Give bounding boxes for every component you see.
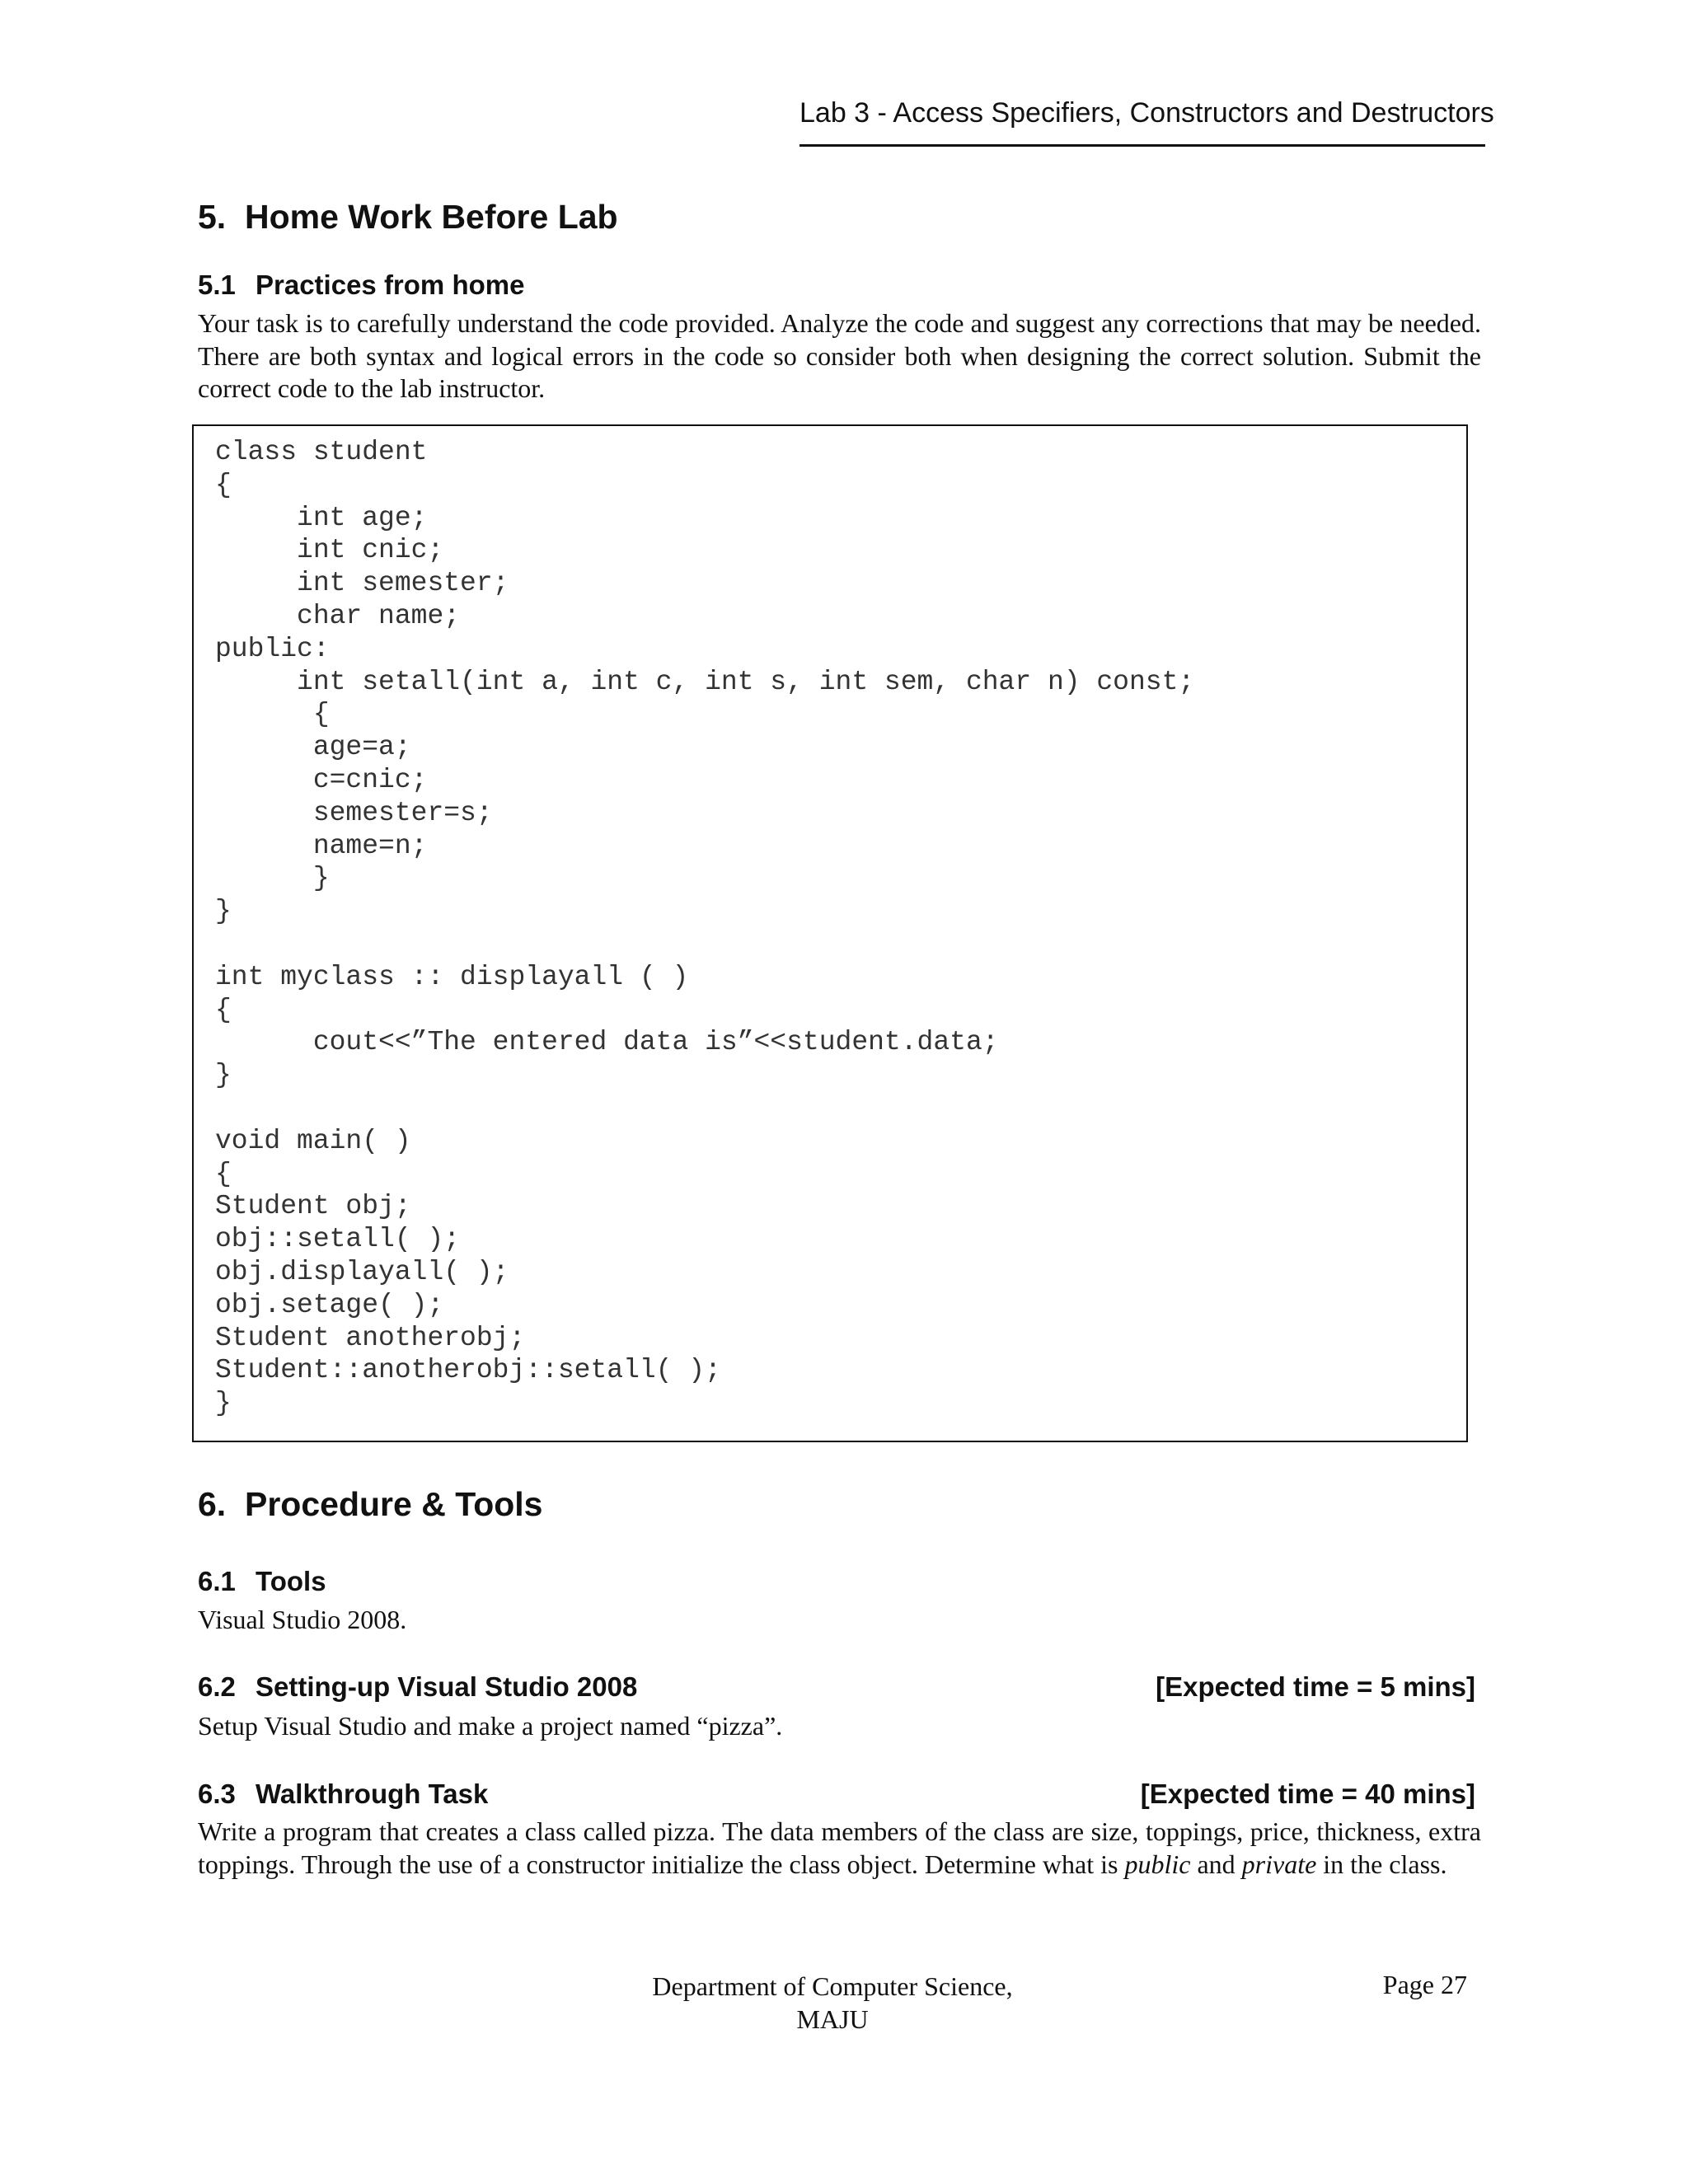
header-rule	[799, 144, 1485, 147]
code-line: }	[215, 1060, 232, 1091]
code-line	[215, 1092, 1194, 1125]
code-line: semester=s;	[215, 797, 493, 828]
code-line: int myclass :: displayall ( )	[215, 961, 689, 992]
code-line: class student	[215, 437, 428, 467]
code-line: Student::anotherobj::setall( );	[215, 1355, 721, 1386]
walkthrough-paragraph	[198, 1816, 1481, 1881]
footer-department-line: MAJU	[796, 2004, 869, 2034]
code-line: }	[215, 863, 330, 894]
code-line: {	[215, 469, 232, 500]
setup-paragraph: Setup Visual Studio and make a project named “pizza”.	[198, 1711, 783, 1741]
code-line: public:	[215, 633, 330, 664]
code-line: Student obj;	[215, 1191, 411, 1222]
code-line: cout<<”The entered data is”<<student.data;	[215, 1027, 999, 1058]
walkthrough-text: and	[1190, 1849, 1242, 1879]
emphasis-private: private	[1241, 1849, 1317, 1879]
code-line: age=a;	[215, 732, 411, 763]
code-listing-box	[192, 424, 1468, 1442]
section-6-heading	[198, 1485, 1484, 1524]
subsection-6-3-heading	[198, 1779, 1484, 1810]
subsection-6-1-heading	[198, 1566, 1484, 1597]
subsection-number: 6.3	[198, 1779, 236, 1809]
code-line: Student anotherobj;	[215, 1322, 526, 1353]
expected-time: [Expected time = 5 mins]	[1156, 1671, 1475, 1702]
code-line: {	[215, 994, 232, 1025]
code-line: int age;	[215, 502, 428, 533]
code-line: obj.setage( );	[215, 1289, 444, 1320]
footer-department	[577, 1970, 1088, 2036]
expected-time: [Expected time = 40 mins]	[1140, 1779, 1475, 1809]
practices-paragraph: Your task is to carefully understand the code provided. Analyze the code and suggest any corrections that may be needed. There are both syntax and logical errors in the code so consider both when designing the correct solution. Submit the correct code to the lab instructor.	[198, 308, 1481, 403]
code-line: char name;	[215, 600, 461, 631]
section-title: Procedure & Tools	[245, 1485, 543, 1523]
footer-department-line: Department of Computer Science,	[652, 1971, 1013, 2001]
subsection-5-1-heading	[198, 269, 1484, 301]
code-listing	[215, 436, 1194, 1420]
code-line: int cnic;	[215, 535, 444, 566]
emphasis-public: public	[1124, 1849, 1191, 1879]
code-line: void main( )	[215, 1125, 411, 1156]
subsection-number: 5.1	[198, 269, 236, 300]
subsection-number: 6.2	[198, 1671, 236, 1702]
code-line: }	[215, 1388, 232, 1419]
code-line: obj.displayall( );	[215, 1256, 509, 1287]
code-line: {	[215, 1158, 232, 1189]
section-number: 6.	[198, 1485, 227, 1523]
subsection-title: Tools	[256, 1566, 326, 1596]
section-number: 5.	[198, 198, 227, 236]
code-line: int semester;	[215, 568, 509, 599]
code-line: obj::setall( );	[215, 1224, 461, 1255]
code-line: {	[215, 699, 330, 730]
section-title: Home Work Before Lab	[245, 198, 618, 236]
subsection-title: Setting-up Visual Studio 2008	[256, 1671, 638, 1702]
running-header: Lab 3 - Access Specifiers, Constructors and Destructors	[799, 97, 1494, 129]
subsection-6-2-heading	[198, 1671, 1484, 1703]
walkthrough-text: Write a program that creates a class called pizza. The data members of the class are size, toppings, price, thickness, extra toppings. Through the use of a constructor initialize the class object. Determine what is	[198, 1816, 1481, 1879]
subsection-number: 6.1	[198, 1566, 236, 1596]
walkthrough-text: in the class.	[1316, 1849, 1447, 1879]
footer-page-number: Page 27	[1382, 1970, 1467, 1999]
code-line: }	[215, 896, 232, 927]
subsection-title: Walkthrough Task	[256, 1779, 489, 1809]
code-line: c=cnic;	[215, 764, 428, 795]
section-5-heading	[198, 198, 1484, 237]
code-line: int setall(int a, int c, int s, int sem, char n) const;	[215, 666, 1195, 697]
code-line: name=n;	[215, 830, 428, 861]
code-line	[215, 928, 1194, 961]
tools-paragraph: Visual Studio 2008.	[198, 1605, 407, 1634]
subsection-title: Practices from home	[256, 269, 525, 300]
